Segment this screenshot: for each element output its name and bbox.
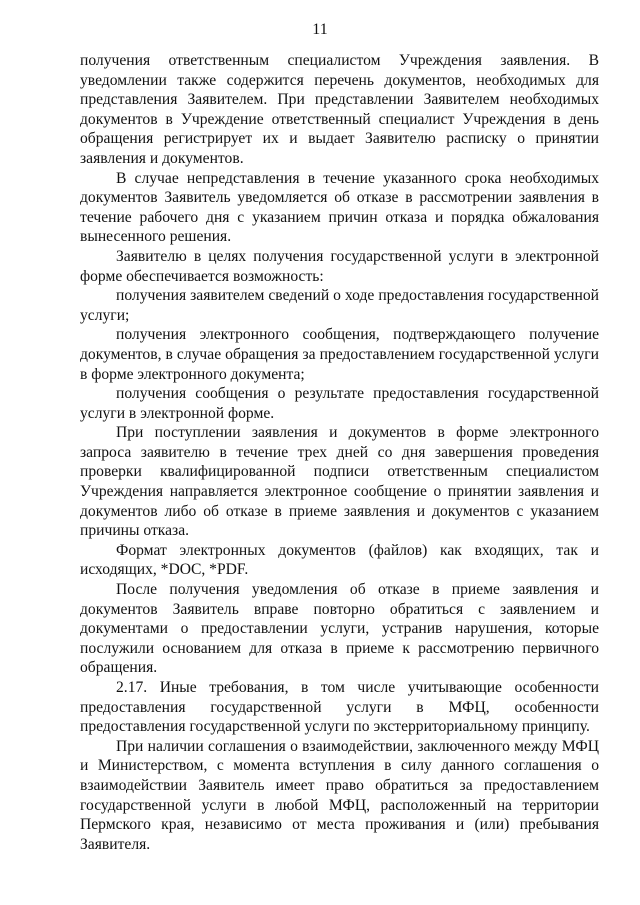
paragraph-4: получения заявителем сведений о ходе предоставления государственной услуги;: [80, 287, 599, 324]
paragraph-1: получения ответственным специалистом Учреждения заявления. В уведомлении также содержится перечень документов, необходимых для представления Заявителем. При представлении Заявителем необходимых документов в Учреждение ответственный специалист Учреждения в день обращения регистрирует их и выдает Заявителю расписку о принятии заявления и документов.: [80, 52, 599, 167]
paragraph-6: получения сообщения о результате предоставления государственной услуги в электронной форме.: [80, 385, 599, 422]
paragraph-10: 2.17. Иные требования, в том числе учитывающие особенности предоставления государственной услуги в МФЦ, особенности предоставления государственной услуги по экстерриториальному принципу.: [80, 679, 599, 736]
paragraph-7: При поступлении заявления и документов в форме электронного запроса заявителю в течение трех дней со дня завершения проведения проверки квалифицированной подписи ответственным специалистом Учреждения направляется электронное сообщение о принятии заявления и документов либо об отказе в приеме заявления и документов с указанием причины отказа.: [80, 424, 599, 540]
paragraph-11: При наличии соглашения о взаимодействии, заключенного между МФЦ и Министерством, с момента вступления в силу данного соглашения о взаимодействии Заявитель имеет право обратиться за предоставлением государственной услуги в любой МФЦ, расположенный на территории Пермского края, независимо от места проживания и (или) пребывания Заявителя.: [80, 737, 599, 853]
paragraph-8: Формат электронных документов (файлов) как входящих, так и исходящих, *DOC, *PDF.: [80, 541, 599, 579]
page-number: 11: [312, 21, 328, 38]
paragraph-3: Заявителю в целях получения государственной услуги в электронной форме обеспечивается возможность:: [80, 247, 599, 285]
paragraph-2: В случае непредставления в течение указанного срока необходимых документов Заявитель уведомляется об отказе в рассмотрении заявления в течение рабочего дня с указанием причин отказа и порядка обжалования вынесенного решения.: [80, 169, 599, 246]
paragraph-5: получения электронного сообщения, подтверждающего получение документов, в случае обращения за предоставлением государственной услуги в форме электронного документа;: [80, 326, 599, 383]
body-text: [80, 51, 599, 854]
paragraph-9: После получения уведомления об отказе в приеме заявления и документов Заявитель вправе повторно обратиться с заявлением и документами о предоставлении услуги, устранив нарушения, которые послужили основанием для отказа в приеме к рассмотрению первичного обращения.: [80, 581, 599, 677]
